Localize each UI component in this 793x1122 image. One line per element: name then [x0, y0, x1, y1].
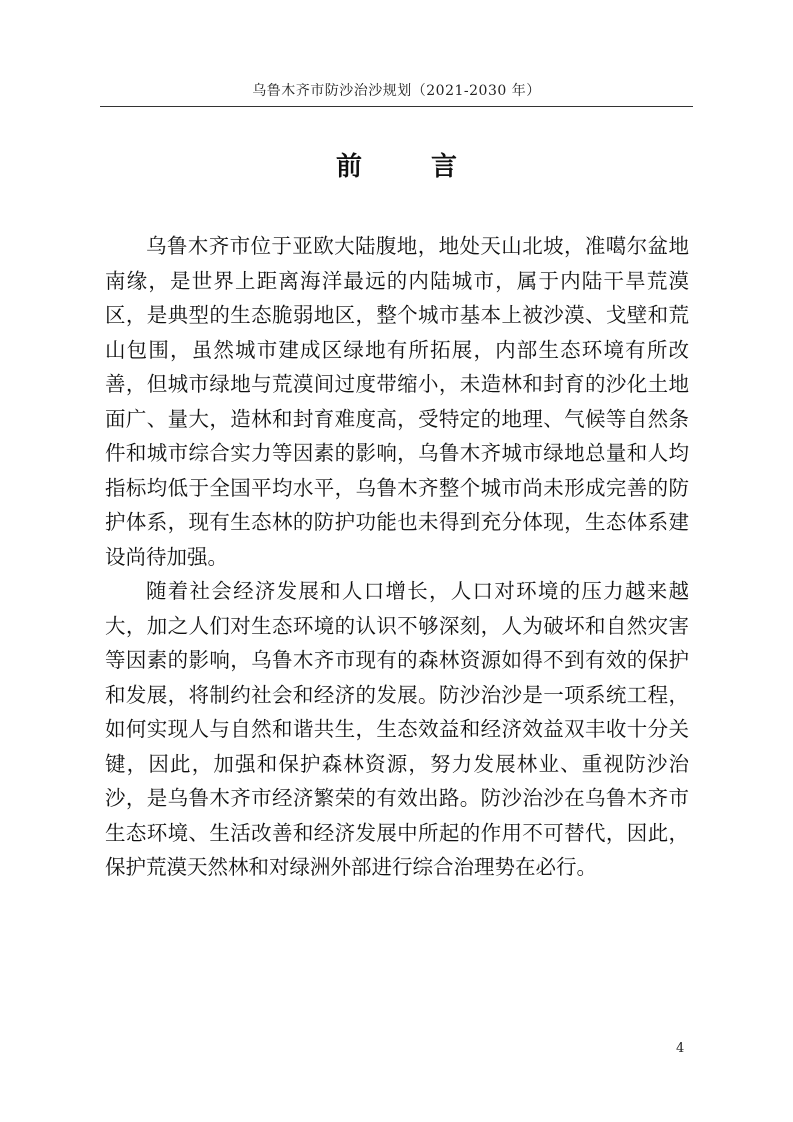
paragraph-1: 乌鲁木齐市位于亚欧大陆腹地，地处天山北坡，准噶尔盆地南缘，是世界上距离海洋最远的内陆城市，属于内陆干旱荒漠区，是典型的生态脆弱地区，整个城市基本上被沙漠、戈壁和荒山包围，虽然城市建成区绿地有所拓展，内部生态环境有所改善，但城市绿地与荒漠间过度带缩小，未造林和封育的沙化土地面广、量大，造林和封育难度高，受特定的地理、气候等自然条件和城市综合实力等因素的影响，乌鲁木齐城市绿地总量和人均指标均低于全国平均水平，乌鲁木齐整个城市尚未形成完善的防护体系，现有生态林的防护功能也未得到充分体现，生态体系建设尚待加强。 [105, 234, 689, 569]
paragraph-2: 随着社会经济发展和人口增长，人口对环境的压力越来越大，加之人们对生态环境的认识不够深刻，人为破坏和自然灾害等因素的影响，乌鲁木齐市现有的森林资源如得不到有效的保护和发展，将制约社会和经济的发展。防沙治沙是一项系统工程，如何实现人与自然和谐共生，生态效益和经济效益双丰收十分关键，因此，加强和保护森林资源，努力发展林业、重视防沙治沙，是乌鲁木齐市经济繁荣的有效出路。防沙治沙在乌鲁木齐市生态环境、生活改善和经济发展中所起的作用不可替代，因此，保护荒漠天然林和对绿洲外部进行综合治理势在必行。 [105, 579, 689, 879]
body-text [105, 229, 689, 885]
page-number: 4 [676, 1041, 685, 1056]
page-title: 前 言 [335, 152, 488, 182]
running-header: 乌鲁木齐市防沙治沙规划（2021-2030 年） [252, 83, 541, 99]
header-rule [100, 106, 693, 107]
